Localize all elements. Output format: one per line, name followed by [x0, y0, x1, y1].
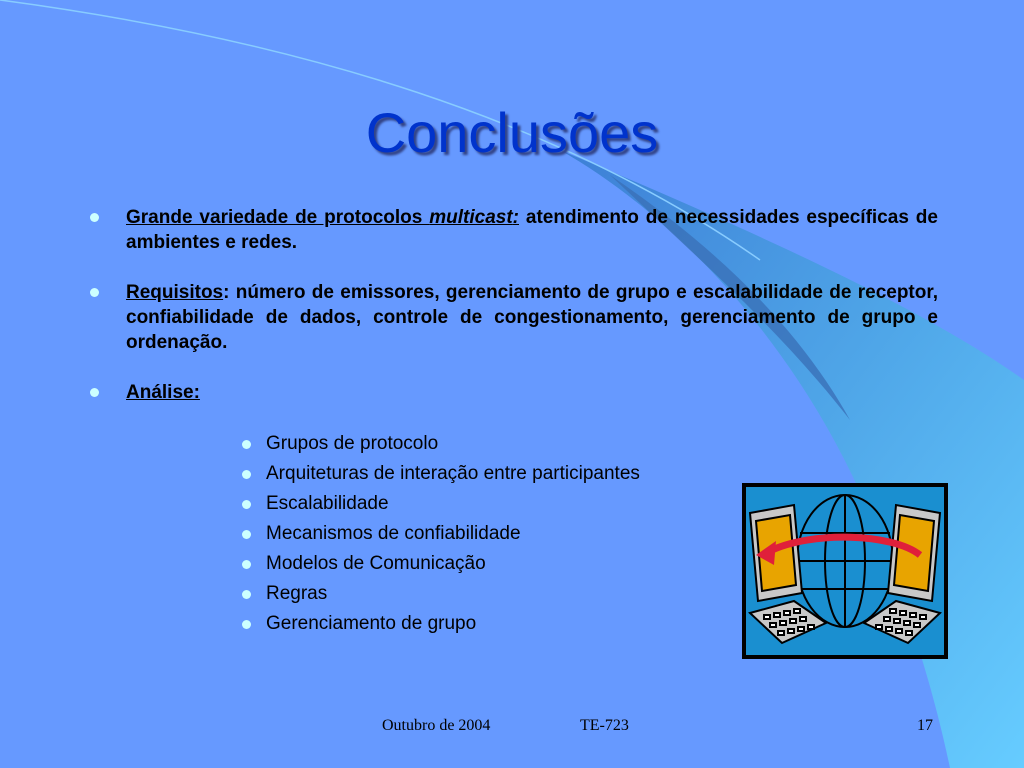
sub-list-item — [242, 549, 640, 579]
sub-item-text: Modelos de Comunicação — [266, 553, 486, 574]
bullet-dot-icon — [242, 620, 251, 629]
bullet-lead: Análise: — [126, 382, 200, 403]
sub-item-text: Arquiteturas de interação entre participantes — [266, 463, 640, 484]
sub-list-item — [242, 519, 640, 549]
bullet-lead-italic: multicast — [429, 207, 513, 228]
bullet-item — [90, 380, 938, 405]
bullet-text: : número de emissores, gerenciamento de grupo e escalabilidade de receptor, confiabilidade de dados, controle de congestionamento, gerenciamento de grupo e ordenação. — [126, 282, 938, 353]
bullet-item — [90, 280, 938, 355]
bullet-dot-icon — [242, 500, 251, 509]
sub-item-text: Mecanismos de confiabilidade — [266, 523, 521, 544]
bullet-dot-icon — [90, 213, 99, 222]
bullet-dot-icon — [242, 530, 251, 539]
bullet-item — [90, 205, 938, 255]
sub-item-text: Gerenciamento de grupo — [266, 613, 477, 634]
footer-date: Outubro de 2004 — [382, 717, 491, 734]
bullet-dot-icon — [242, 560, 251, 569]
bullet-dot-icon — [242, 440, 251, 449]
sub-list-item — [242, 459, 640, 489]
bullet-dot-icon — [242, 470, 251, 479]
bullet-text: atendimento de necessidades específicas de ambientes e redes. — [126, 207, 938, 253]
slide-title: Conclusões — [365, 101, 659, 164]
bullet-dot-icon — [242, 590, 251, 599]
sub-list-item — [242, 579, 640, 609]
footer-course: TE-723 — [580, 717, 629, 734]
sub-item-text: Grupos de protocolo — [266, 433, 439, 454]
sub-list-item — [242, 429, 640, 459]
sub-item-text: Regras — [266, 583, 328, 604]
bullet-lead: Grande variedade de protocolos — [126, 207, 430, 228]
sub-item-text: Escalabilidade — [266, 493, 389, 514]
bullet-lead: Requisitos — [126, 282, 224, 303]
sub-bullet-list — [242, 429, 640, 639]
sub-list-item — [242, 609, 640, 639]
bullet-lead-colon: : — [512, 207, 519, 228]
bullet-dot-icon — [90, 288, 99, 297]
network-computers-globe-icon — [742, 483, 948, 659]
sub-list-item — [242, 489, 640, 519]
bullet-dot-icon — [90, 388, 99, 397]
bullet-list — [90, 205, 938, 430]
footer-page-number: 17 — [917, 717, 933, 734]
